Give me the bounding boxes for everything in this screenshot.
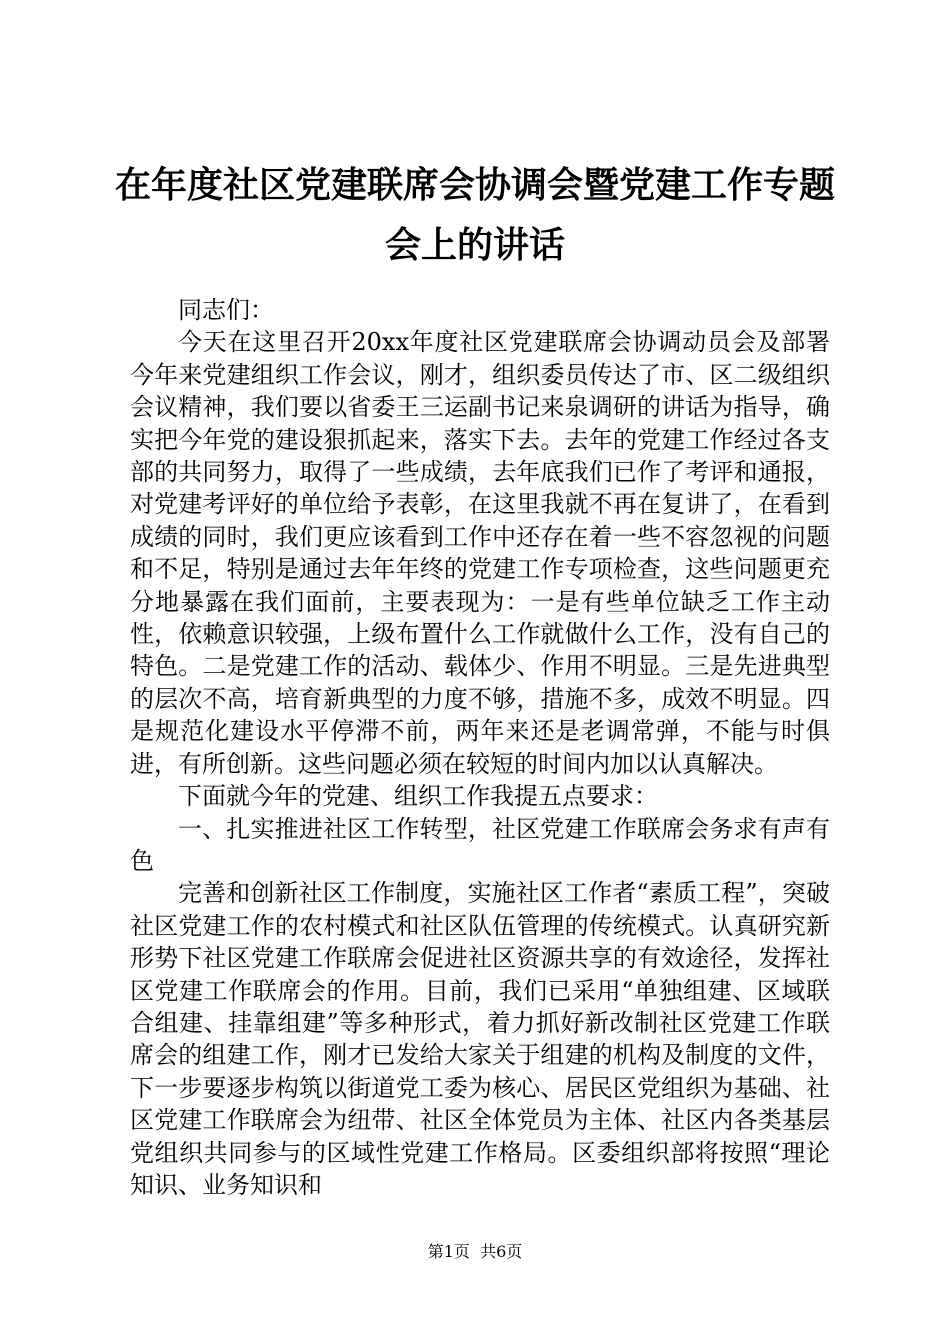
body-paragraph: 下面就今年的党建、组织工作我提五点要求： — [178, 782, 658, 811]
page-total: 共6页 — [480, 1242, 523, 1261]
page-footer — [0, 1241, 950, 1263]
footer-spacer — [470, 1242, 480, 1261]
salutation-paragraph: 同志们： — [178, 296, 274, 324]
section-heading-paragraph: 一、扎实推进社区工作转型，社区党建工作联席会务求有声有色 — [130, 814, 830, 875]
title-line-2: 会上的讲话 — [384, 225, 565, 266]
body-paragraph: 完善和创新社区工作制度，实施社区工作者“素质工程”，突破社区党建工作的农村模式和社区队伍管理的传统模式。认真研究新形势下社区党建工作联席会促进社区资源共享的有效途径，发挥社区党建工作联席会的作用。目前，我们已采用“单独组建、区域联合组建、挂靠组建”等多种形式，着力抓好新改制社区党建工作联席会的组建工作，刚才已发给大家关于组建的机构及制度的文件，下一步要逐步构筑以街道党工委为核心、居民区党组织为基础、社区党建工作联席会为纽带、社区全体党员为主体、社区内各类基层党组织共同参与的区域性党建工作格局。区委组织部将按照“理论知识、业务知识和 — [130, 879, 830, 1199]
document-title — [100, 156, 850, 276]
body-paragraph: 今天在这里召开20xx年度社区党建联席会协调动员会及部署今年来党建组织工作会议，刚才，组织委员传达了市、区二级组织会议精神，我们要以省委王三运副书记来泉调研的讲话为指导，确实把今年党的建设狠抓起来，落实下去。去年的党建工作经过各支部的共同努力，取得了一些成绩，去年底我们已作了考评和通报，对党建考评好的单位给予表彰，在这里我就不再在复讲了，在看到成绩的同时，我们更应该看到工作中还存在着一些不容忽视的问题和不足，特别是通过去年年终的党建工作专项检查，这些问题更充分地暴露在我们面前，主要表现为：一是有些单位缺乏工作主动性，依赖意识较强，上级布置什么工作就做什么工作，没有自己的特色。二是党建工作的活动、载体少、作用不明显。三是先进典型的层次不高，培育新典型的力度不够，措施不多，成效不明显。四是规范化建设水平停滞不前，两年来还是老调常弹，不能与时俱进，有所创新。这些问题必须在较短的时间内加以认真解决。 — [130, 328, 830, 778]
document-body — [130, 294, 830, 1201]
title-line-1: 在年度社区党建联席会协调会暨党建工作专题 — [114, 165, 835, 206]
page-number: 第1页 — [427, 1242, 470, 1261]
